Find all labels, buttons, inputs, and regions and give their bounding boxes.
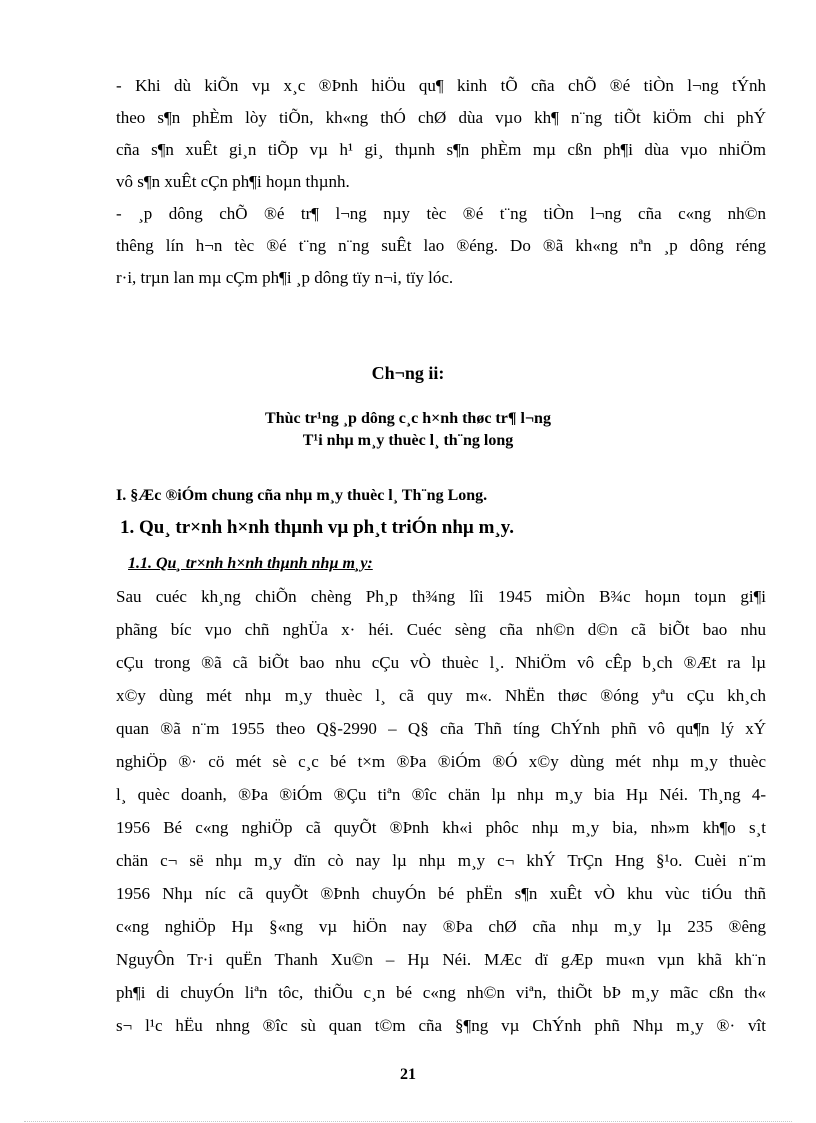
paragraph-3-line-3: cÇu trong ®ã cã biÕt bao nhu cÇu vÒ thuèc l¸. NhiÖm vô cÊp b¸ch ®Æt ra lµ bbox=[116, 653, 766, 672]
paragraph-3-line-2: phãng bíc vµo chñ nghÜa x· héi. Cuéc sèng cña nh©n d©n cã biÕt bao nhu bbox=[116, 620, 766, 639]
paragraph-1-line-3: cña s¶n xuÊt gi¸n tiÕp vµ h¹ gi¸ thµnh s¶n phÈm mµ cßn ph¶i dùa vµo nhiÖm bbox=[116, 140, 766, 159]
paragraph-2-line-1: - ¸p dông chÕ ®é tr¶ l¬ng nµy tèc ®é t¨ng tiÒn l¬ng cña c«ng nh©n bbox=[116, 204, 766, 223]
chapter-subtitle-line-1: Thùc tr¹ng ¸p dông c¸c h×nh thøc tr¶ l¬ng bbox=[265, 410, 551, 427]
paragraph-3-line-8: 1956 Bé c«ng nghiÖp cã quyÕt ®Þnh kh«i phôc nhµ m¸y bia, nh»m kh¶o s¸t bbox=[116, 818, 766, 837]
section-1-heading: 1. Qu¸ tr×nh h×nh thµnh vµ ph¸t triÓn nhµ m¸y. bbox=[120, 517, 514, 538]
paragraph-3-line-5: quan ®ã n¨m 1955 theo Q§-2990 – Q§ cña Thñ tíng ChÝnh phñ vô qu¶n lý xÝ bbox=[116, 719, 766, 738]
paragraph-3-line-13: ph¶i di chuyÓn liªn tôc, thiÕu c¸n bé c«ng nh©n viªn, thiÕt bÞ m¸y mãc cßn th« bbox=[116, 983, 766, 1002]
paragraph-3-line-11: c«ng nghiÖp Hµ §«ng vµ hiÖn nay ®Þa chØ cña nhµ m¸y lµ 235 ®êng bbox=[116, 917, 766, 936]
paragraph-1-line-1: - Khi dù kiÕn vµ x¸c ®Þnh hiÖu qu¶ kinh tÕ cña chÕ ®é tiÒn l¬ng tÝnh bbox=[116, 76, 766, 95]
paragraph-3-line-12: NguyÔn Tr·i quËn Thanh Xu©n – Hµ Néi. MÆc dï gÆp mu«n vµn khã kh¨n bbox=[116, 950, 766, 969]
paragraph-3-line-9: chän c¬ së nhµ m¸y dïn cò nay lµ nhµ m¸y c¬ khÝ TrÇn Hng §¹o. Cuèi n¨m bbox=[116, 851, 766, 870]
paragraph-3-line-6: nghiÖp ®· cö mét sè c¸c bé t×m ®Þa ®iÓm ®Ó x©y dùng mét nhµ m¸y thuèc bbox=[116, 752, 766, 771]
paragraph-3-line-1: Sau cuéc kh¸ng chiÕn chèng Ph¸p th¾ng lîi 1945 miÒn B¾c hoµn toµn gi¶i bbox=[116, 587, 766, 606]
paragraph-2-line-3: r·i, trµn lan mµ cÇm ph¶i ¸p dông tïy n¬i, tïy lóc. bbox=[116, 268, 454, 287]
paragraph-2-line-2: thêng lín h¬n tèc ®é t¨ng n¨ng suÊt lao ®éng. Do ®ã kh«ng nªn ¸p dông réng bbox=[116, 236, 766, 255]
page-number: 21 bbox=[400, 1066, 416, 1083]
section-1-1-heading: 1.1. Qu¸ tr×nh h×nh thµnh nhµ m¸y: bbox=[128, 555, 373, 572]
paragraph-3-line-14: s¬ l¹c hËu nhng ®îc sù quan t©m cña §¶ng vµ ChÝnh phñ Nhµ m¸y ®· vît bbox=[116, 1016, 766, 1035]
paragraph-1-line-2: theo s¶n phÈm lòy tiÕn, kh«ng thÓ chØ dùa vµo kh¶ n¨ng tiÕt kiÖm chi phÝ bbox=[116, 108, 766, 127]
paragraph-3-line-10: 1956 Nhµ níc cã quyÕt ®Þnh chuyÓn bé phËn s¶n xuÊt vÒ khu vùc tiÓu thñ bbox=[116, 884, 766, 903]
page-bottom-divider bbox=[24, 1121, 792, 1122]
paragraph-1-line-4: vô s¶n xuÊt cÇn ph¶i hoµn thµnh. bbox=[116, 172, 350, 191]
paragraph-3-line-7: l¸ quèc doanh, ®Þa ®iÓm ®Çu tiªn ®îc chän lµ nhµ m¸y bia Hµ Néi. Th¸ng 4- bbox=[116, 785, 766, 804]
chapter-subtitle-line-2: T¹i nhµ m¸y thuèc l¸ th¨ng long bbox=[302, 432, 514, 449]
chapter-title: Ch¬ng ii: bbox=[371, 363, 445, 383]
section-i-heading: I. §Æc ®iÓm chung cña nhµ m¸y thuèc l¸ Th¨ng Long. bbox=[116, 487, 488, 504]
paragraph-3-line-4: x©y dùng mét nhµ m¸y thuèc l¸ cã quy m«. NhËn thøc ®óng yªu cÇu kh¸ch bbox=[116, 686, 766, 705]
